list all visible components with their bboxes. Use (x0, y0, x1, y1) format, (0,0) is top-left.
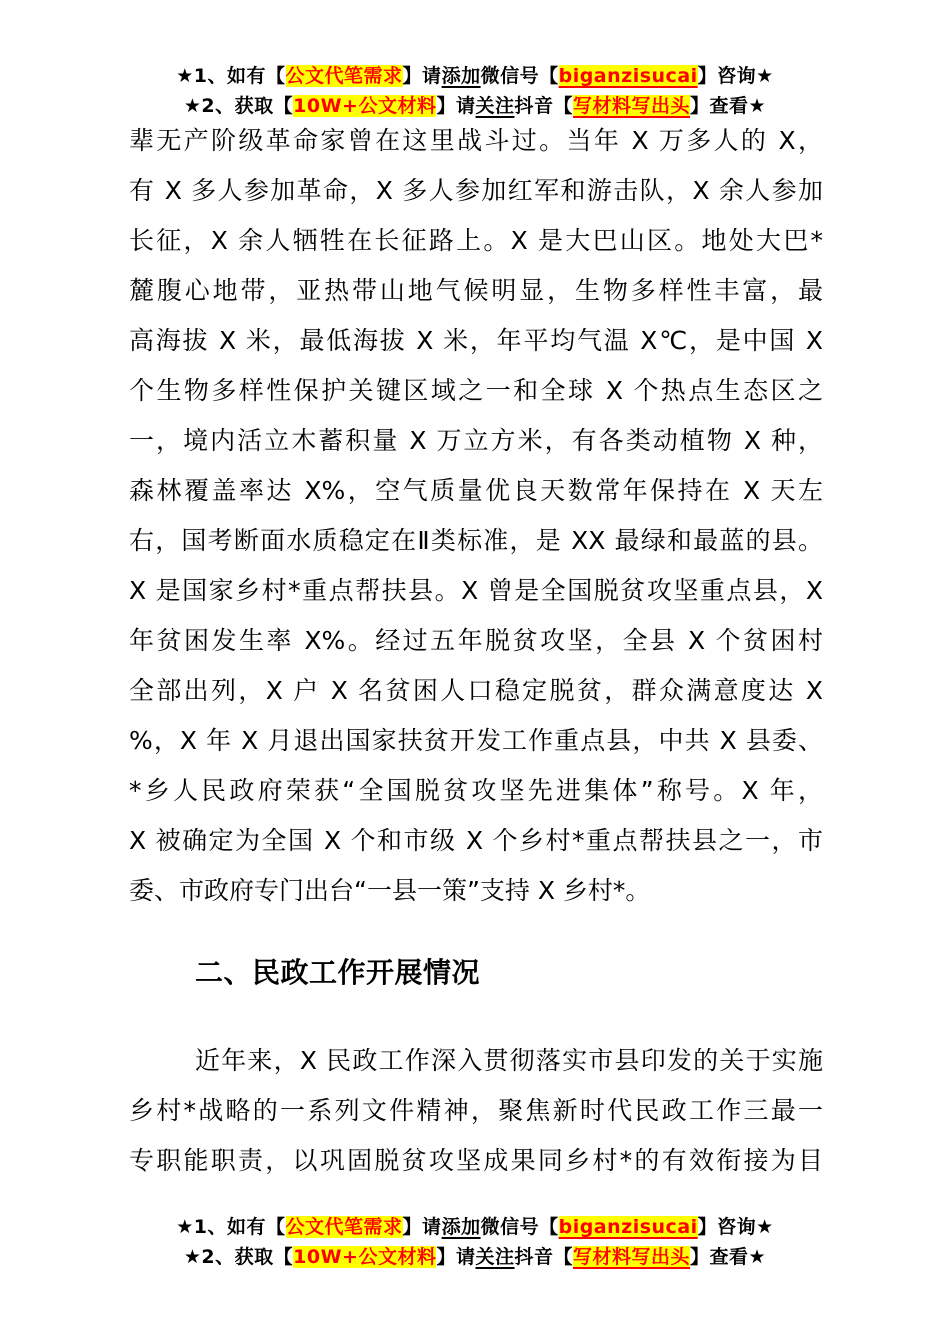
text-line: 森林覆盖率达 X%，空气质量优良天数常年保持在 X 天左 (129, 476, 823, 505)
highlighted-text: biganzisucai (558, 1216, 698, 1238)
text-line: 辈无产阶级革命家曾在这里战斗过。当年 X 万多人的 X， (129, 126, 823, 155)
text-line: 个生物多样性保护关键区域之一和全球 X 个热点生态区之 (129, 376, 823, 405)
text-segment: 】查看★ (690, 95, 767, 117)
text-segment: 】咨询★ (697, 1216, 774, 1238)
text-line: 委、市政府专门出台“一县一策”支持 X 乡村*。 (129, 876, 651, 905)
promo-footer (0, 1212, 950, 1272)
text-line: 麓腹心地带，亚热带山地气候明显，生物多样性丰富，最 (129, 276, 823, 305)
body-paragraph-1 (129, 116, 823, 916)
section-heading: 二、民政工作开展情况 (195, 956, 481, 989)
text-line: 年贫困发生率 X%。经过五年脱贫攻坚，全县 X 个贫困村 (129, 626, 823, 655)
text-line: 右，国考断面水质稳定在Ⅱ类标准，是 XX 最绿和最蓝的县。 (129, 526, 823, 555)
underlined-text: 添加 (441, 1216, 481, 1238)
text-line: %，X 年 X 月退出国家扶贫开发工作重点县，中共 X 县委、 (129, 726, 823, 755)
text-line: 专职能职责，以巩固脱贫攻坚成果同乡村*的有效衔接为目 (129, 1146, 823, 1175)
highlighted-text: 10W+公文材料 (293, 1246, 437, 1268)
text-line: 长征，X 余人牺牲在长征路上。X 是大巴山区。地处大巴* (129, 226, 823, 255)
text-line: *乡人民政府荣获“全国脱贫攻坚先进集体”称号。X 年， (129, 776, 823, 805)
text-segment: ★2、获取【 (183, 1246, 294, 1268)
underlined-text: 关注 (475, 95, 515, 117)
highlighted-text: 公文代笔需求 (285, 1216, 403, 1238)
promo-footer-line-2 (0, 1242, 950, 1272)
text-line: 有 X 多人参加革命，X 多人参加红军和游击队，X 余人参加 (129, 176, 823, 205)
promo-footer-line-1 (0, 1212, 950, 1242)
highlighted-text: 10W+公文材料 (293, 95, 437, 117)
text-line: 乡村*战略的一系列文件精神，聚焦新时代民政工作三最一 (129, 1096, 823, 1125)
text-segment: ★2、获取【 (183, 95, 294, 117)
promo-header-line-1 (0, 61, 950, 91)
text-line: 近年来，X 民政工作深入贯彻落实市县印发的关于实施 (195, 1046, 823, 1075)
highlighted-text: 公文代笔需求 (285, 65, 403, 87)
text-segment: 微信号【 (480, 65, 559, 87)
text-line: X 是国家乡村*重点帮扶县。X 曾是全国脱贫攻坚重点县，X (129, 576, 823, 605)
text-segment: 】请 (402, 1216, 442, 1238)
text-segment: 】咨询★ (697, 65, 774, 87)
body-paragraph-2 (129, 1036, 823, 1186)
underlined-text: 关注 (475, 1246, 515, 1268)
text-segment: 】请 (436, 95, 476, 117)
text-segment: ★1、如有【 (176, 1216, 286, 1238)
text-line: 高海拔 X 米，最低海拔 X 米，年平均气温 X℃，是中国 X (129, 326, 823, 355)
highlighted-text: 写材料写出头 (573, 95, 691, 117)
text-segment: 】请 (402, 65, 442, 87)
underlined-text: 添加 (441, 65, 481, 87)
text-line: 一，境内活立木蓄积量 X 万立方米，有各类动植物 X 种， (129, 426, 823, 455)
text-segment: 微信号【 (480, 1216, 559, 1238)
text-line: X 被确定为全国 X 个和市级 X 个乡村*重点帮扶县之一，市 (129, 826, 823, 855)
highlighted-text: biganzisucai (558, 65, 698, 87)
text-segment: 】查看★ (690, 1246, 767, 1268)
text-segment: 抖音【 (514, 95, 574, 117)
text-line: 全部出列，X 户 X 名贫困人口稳定脱贫，群众满意度达 X (129, 676, 823, 705)
text-segment: 】请 (436, 1246, 476, 1268)
highlighted-text: 写材料写出头 (573, 1246, 691, 1268)
text-segment: ★1、如有【 (176, 65, 286, 87)
text-segment: 抖音【 (514, 1246, 574, 1268)
promo-header (0, 61, 950, 121)
